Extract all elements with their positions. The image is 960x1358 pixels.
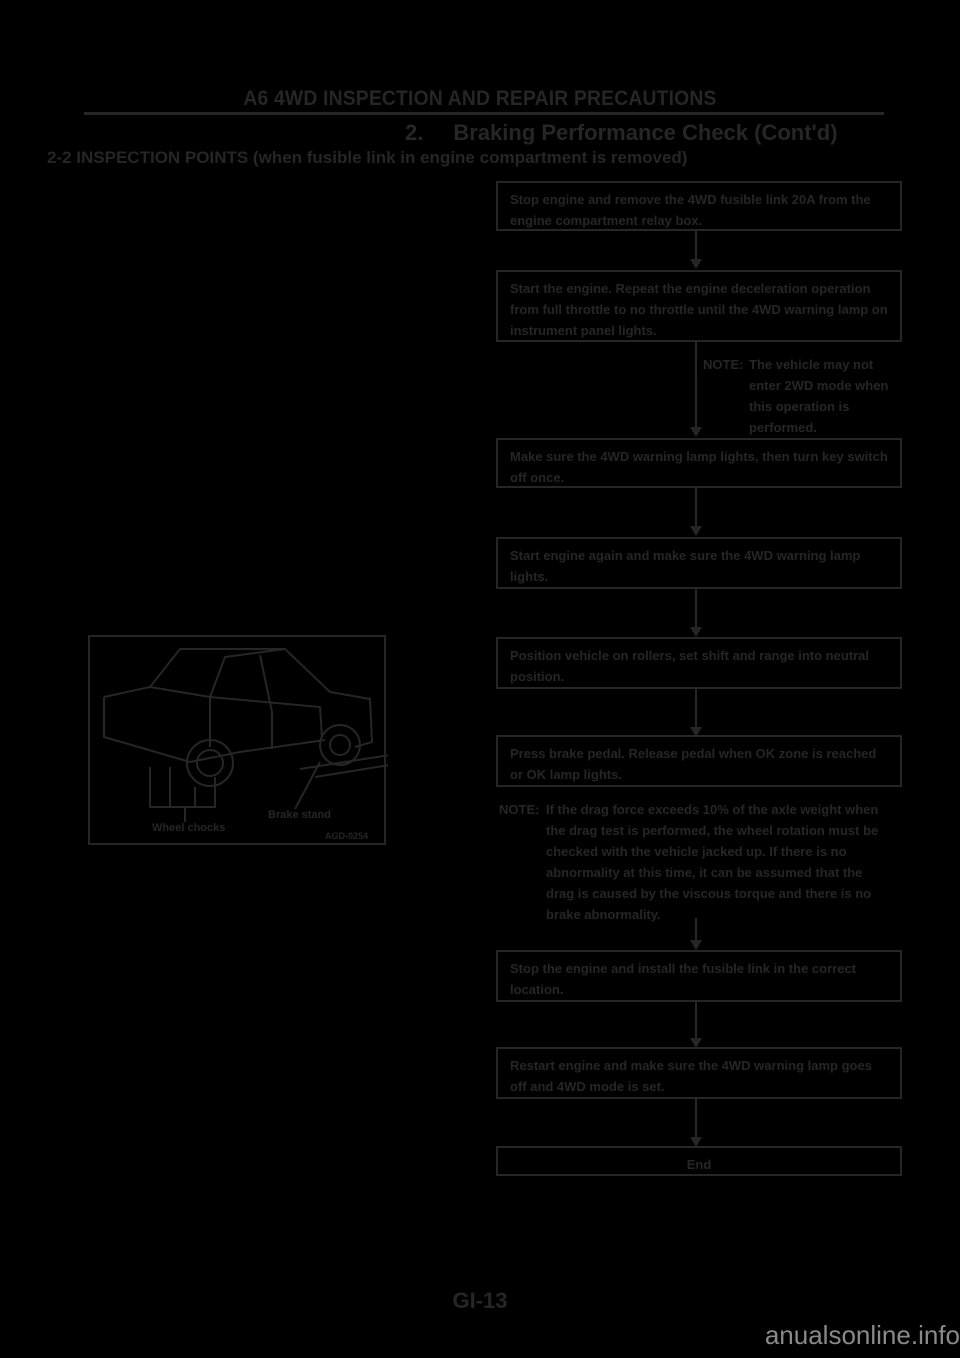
note-block xyxy=(703,354,903,434)
section-number: 2. xyxy=(405,120,424,145)
flow-connector xyxy=(695,231,697,261)
brake-stand-label: Brake stand xyxy=(268,809,331,821)
flow-step-3: Make sure the 4WD warning lamp lights, then turn key switch off once. xyxy=(496,438,902,488)
header-rule xyxy=(84,112,884,115)
figure-code: AGD-0254 xyxy=(325,831,369,841)
note-label: NOTE: xyxy=(703,357,744,372)
flow-connector xyxy=(695,342,697,434)
note-text: The vehicle may not enter 2WD mode when this operation is performed. xyxy=(749,357,889,435)
page-number: GI-13 xyxy=(452,1288,508,1313)
watermark: anualsonline.info xyxy=(764,1320,960,1350)
flow-step-6: Press brake pedal. Release pedal when OK zone is reached or OK lamp lights. xyxy=(496,735,902,787)
section-heading xyxy=(405,120,838,146)
arrow-down-icon xyxy=(690,526,702,536)
flow-step-2: Start the engine. Repeat the engine deceleration operation from full throttle to no throttle until the 4WD warning lamp on instrument panel lights. xyxy=(496,270,902,342)
flow-connector xyxy=(695,488,697,530)
flow-step-8: Restart engine and make sure the 4WD warning lamp goes off and 4WD mode is set. xyxy=(496,1047,902,1099)
car-illustration-icon xyxy=(90,637,388,847)
note-label: NOTE: xyxy=(499,802,540,817)
flow-step-4: Start engine again and make sure the 4WD warning lamp lights. xyxy=(496,537,902,589)
note-text: If the drag force exceeds 10% of the axle weight when the drag test is performed, the wheel rotation must be checked with the vehicle jacked up. If there is no abnormality at this time, it can be assumed that the drag is caused by the viscous torque and there is no brake abnormality. xyxy=(546,802,879,922)
flow-end: End xyxy=(496,1146,902,1176)
subsection-heading: 2-2 INSPECTION POINTS (when fusible link in engine compartment is removed) xyxy=(47,148,688,167)
flow-step-1: Stop engine and remove the 4WD fusible link 20A from the engine compartment relay box. xyxy=(496,181,902,231)
flow-connector xyxy=(695,589,697,631)
section-title: Braking Performance Check (Cont'd) xyxy=(453,120,838,145)
wheel-chocks-label: Wheel chocks xyxy=(152,822,226,834)
arrow-down-icon xyxy=(690,627,702,637)
arrow-down-icon xyxy=(690,940,702,950)
flow-connector xyxy=(695,689,697,731)
arrow-down-icon xyxy=(690,259,702,269)
flow-connector xyxy=(695,1099,697,1141)
manual-chapter-header: A6 4WD INSPECTION AND REPAIR PRECAUTIONS xyxy=(243,87,717,110)
note-block xyxy=(499,799,909,929)
arrow-down-icon xyxy=(690,427,702,437)
car-on-brake-stand-figure xyxy=(88,635,386,845)
flow-step-7: Stop the engine and install the fusible link in the correct location. xyxy=(496,950,902,1002)
flow-step-5: Position vehicle on rollers, set shift and range into neutral position. xyxy=(496,637,902,689)
